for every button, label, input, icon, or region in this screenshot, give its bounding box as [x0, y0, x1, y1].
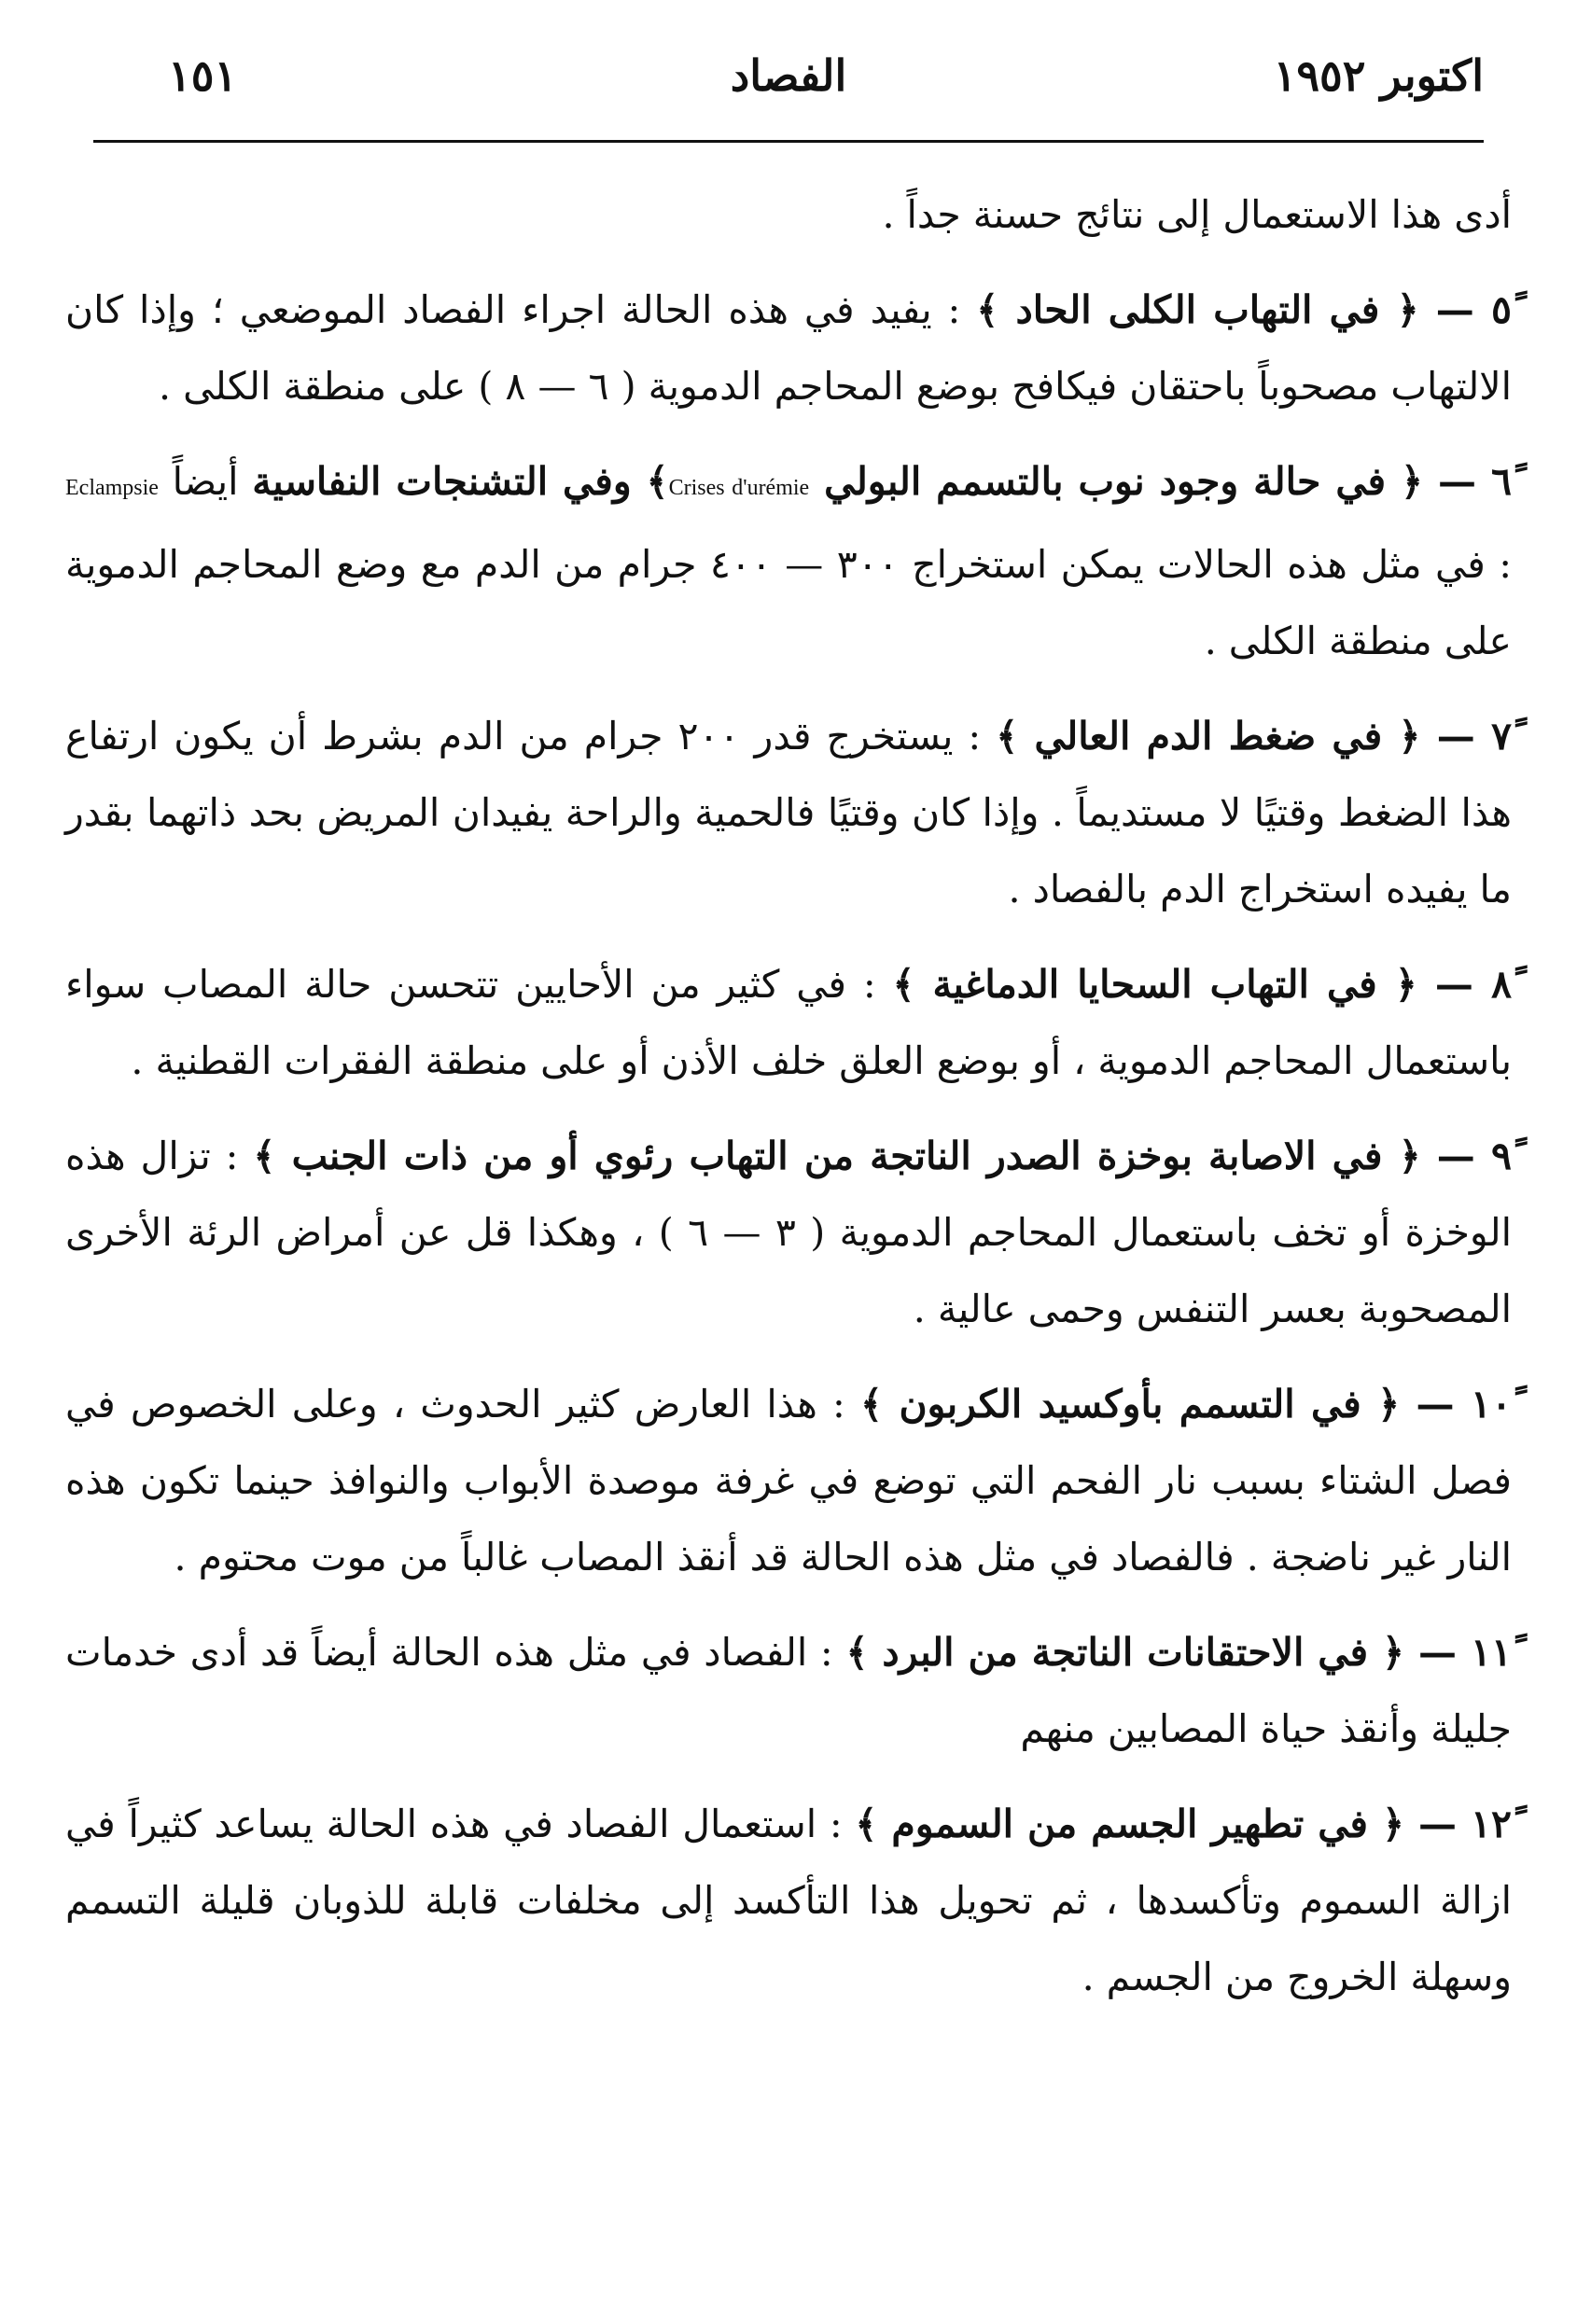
item-text-prefix: أيضاً [158, 459, 253, 504]
page-number: ١٥١ [168, 50, 238, 101]
item-text: : تزال هذه الوخزة أو تخف باستعمال المحاجم الدموية ( ٣ — ٦ ) ، وهكذا قل عن أمراض الرئة الأخرى المصحوبة بعسر التنفس وحمى عالية . [65, 1134, 1512, 1331]
item-number: ٥ً — [1418, 287, 1512, 332]
item-text: : يفيد في هذه الحالة اجراء الفصاد الموضعي ؛ وإذا كان الالتهاب مصحوباً باحتقان فيكافح بوضع المحاجم الدموية ( ٦ — ٨ ) على منطقة الكلى . [65, 287, 1512, 409]
item-heading-continued: ﴾ وفي التشنجات النفاسية [252, 459, 669, 504]
running-header [65, 37, 1512, 112]
header-rule [93, 140, 1484, 143]
item-text: : هذا العارض كثير الحدوث ، وعلى الخصوص في فصل الشتاء بسبب نار الفحم التي توضع في غرفة موصدة الأبواب والنوافذ حينما تكون هذه النار غير ناضجة . فالفصاد في مثل هذه الحالة قد أنقذ المصاب غالباً من موت محتوم . [65, 1382, 1512, 1579]
list-item-6 [65, 443, 1512, 679]
header-title: الفصاد [730, 50, 847, 101]
item-heading: ﴿ في الاحتقانات الناتجة من البرد ﴾ [845, 1630, 1405, 1675]
page-body [65, 176, 1512, 2015]
paragraph-continuation [65, 176, 1512, 253]
list-item-5 [65, 271, 1512, 424]
item-text: : في مثل هذه الحالات يمكن استخراج ٣٠٠ — ٤٠٠ جرام من الدم مع وضع المحاجم الدموية على منطقة الكلى . [65, 542, 1513, 663]
item-heading: ﴿ في حالة وجود نوب بالتسمم البولي [809, 459, 1424, 504]
item-number: ٨ً — [1417, 962, 1512, 1007]
latin-term: Crises d'urémie [668, 476, 810, 500]
item-text: : يستخرج قدر ٢٠٠ جرام من الدم بشرط أن يكون ارتفاع هذا الضغط وقتيًا لا مستديماً . وإذا كان وقتيًا فالحمية والراحة يفيدان المريض بحد ذاتهما بقدر ما يفيده استخراج الدم بالفصاد . [65, 714, 1512, 912]
item-text: : الفصاد في مثل هذه الحالة أيضاً قد أدى خدمات جليلة وأنقذ حياة المصابين منهم [65, 1630, 1512, 1751]
item-heading: ﴿ في التهاب السحايا الدماغية ﴾ [892, 962, 1417, 1007]
list-item-8 [65, 946, 1512, 1099]
paragraph-text: أدى هذا الاستعمال إلى نتائج حسنة جداً . [882, 192, 1512, 237]
list-item-11 [65, 1614, 1512, 1767]
item-number: ١١ً — [1404, 1630, 1512, 1675]
item-heading: ﴿ في تطهير الجسم من السموم ﴾ [855, 1802, 1405, 1846]
item-number: ١٢ً — [1404, 1802, 1512, 1846]
item-heading: ﴿ في التسمم بأوكسيد الكربون ﴾ [860, 1382, 1401, 1426]
list-item-7 [65, 698, 1512, 927]
item-text: : استعمال الفصاد في هذه الحالة يساعد كثيراً في ازالة السموم وتأكسدها ، ثم تحويل هذا التأكسد إلى مخلفات قابلة للذوبان قليلة التسمم وسهلة الخروج من الجسم . [65, 1802, 1512, 1999]
list-item-12 [65, 1786, 1512, 2015]
list-item-9 [65, 1118, 1512, 1347]
header-date: اكتوبر ١٩٥٢ [1273, 50, 1484, 101]
item-text: : في كثير من الأحايين تتحسن حالة المصاب سواء باستعمال المحاجم الدموية ، أو بوضع العلق خلف الأذن أو على منطقة الفقرات القطنية . [65, 962, 1512, 1083]
item-number: ١٠ً — [1400, 1382, 1512, 1426]
item-heading: ﴿ في ضغط الدم العالي ﴾ [996, 714, 1421, 758]
latin-term: Eclampsie [65, 476, 159, 500]
item-number: ٧ً — [1420, 714, 1513, 758]
item-number: ٦ً — [1423, 459, 1512, 504]
item-heading: ﴿ في التهاب الكلى الحاد ﴾ [976, 287, 1419, 332]
list-item-10 [65, 1366, 1512, 1595]
item-number: ٩ً — [1420, 1134, 1512, 1178]
item-heading: ﴿ في الاصابة بوخزة الصدر الناتجة من التهاب رئوي أو من ذات الجنب ﴾ [253, 1134, 1421, 1178]
